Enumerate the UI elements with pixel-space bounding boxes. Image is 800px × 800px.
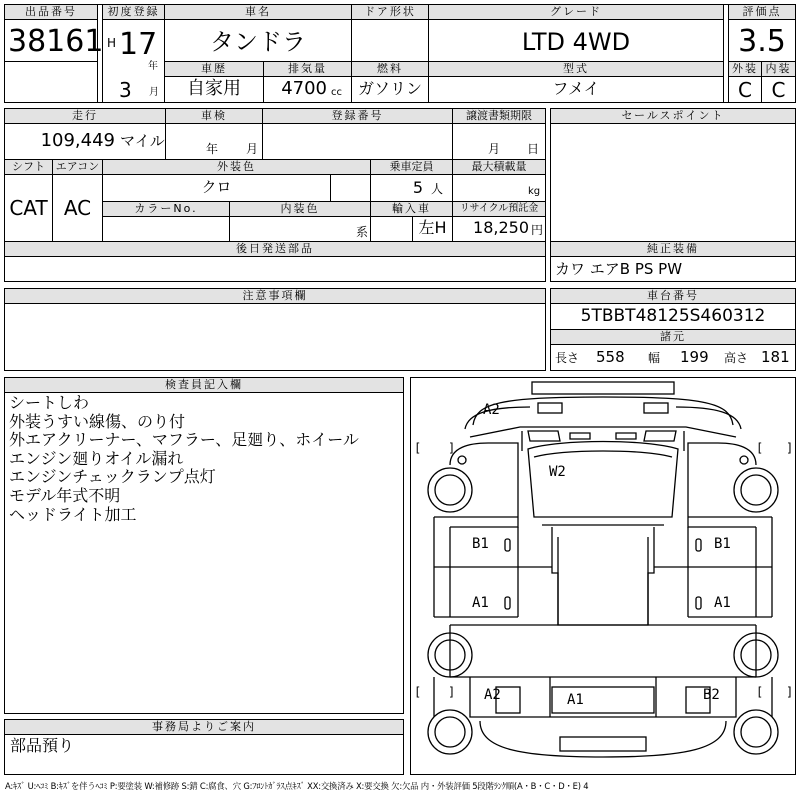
inspector-header: 検査員記入欄 [5, 378, 403, 392]
front-bumper-outline [532, 382, 674, 394]
inspection-header: 車検 [166, 109, 262, 123]
sales-point-header: セールスポイント [551, 109, 795, 123]
bracket-open: [ [756, 685, 764, 699]
height-value: 181 [761, 348, 790, 366]
reg-no-header: 登録番号 [263, 109, 452, 123]
seats-unit: 人 [431, 182, 444, 196]
int-grade-header: 内装 [762, 62, 795, 76]
car-name-header: 車名 [165, 5, 351, 19]
inspector-note: 外エアクリーナー、マフラー、足廻り、ホイール [9, 430, 359, 450]
genuine-equipment: カワ エアB PS PW [555, 260, 683, 278]
lot-number-header: 出品番号 [5, 5, 97, 19]
length-value: 558 [596, 348, 625, 366]
damage-code-right-rear: B2 [703, 687, 720, 703]
load-header: 最大積載量 [453, 160, 545, 174]
fuel-header: 燃料 [352, 62, 428, 76]
damage-code-front: A2 [483, 402, 500, 418]
year-unit: 年 [148, 61, 158, 72]
door-header: ドア形状 [352, 5, 428, 19]
front-hood-outline [473, 397, 733, 425]
import-header: 輸入車 [371, 202, 452, 216]
specs-header: 諸元 [551, 330, 795, 344]
color-no-header: カラーNo. [103, 202, 229, 216]
displacement-header: 排気量 [264, 62, 351, 76]
reg-month: 3 [119, 78, 132, 102]
int-grade: C [771, 78, 786, 102]
seats: 5 [412, 178, 423, 197]
score-header: 評価点 [729, 5, 795, 19]
displacement: 4700 [281, 78, 327, 99]
width-value: 199 [680, 348, 709, 366]
history-header: 車歴 [165, 62, 263, 76]
width-label: 幅 [648, 351, 661, 365]
roof-outline [552, 527, 654, 625]
inspection-year-unit: 年 [206, 142, 219, 156]
score: 3.5 [738, 24, 786, 59]
int-color-unit: 系 [356, 225, 369, 239]
bracket-close: ] [448, 685, 456, 699]
height-label: 高さ [724, 351, 749, 365]
ext-grade-header: 外装 [729, 62, 761, 76]
inspection-month-unit: 月 [246, 142, 259, 156]
lot-number: 38161 [8, 24, 104, 59]
fuel: ガソリン [357, 79, 422, 98]
first-reg-header: 初度登録 [103, 5, 164, 19]
mileage-header: 走行 [5, 109, 165, 123]
grille-outline [538, 403, 562, 413]
import-value: 左H [418, 218, 447, 237]
car-diagram [410, 377, 796, 775]
inspector-note: シートしわ [9, 393, 90, 412]
damage-code-left-front-door: B1 [472, 536, 489, 552]
transfer-day-unit: 日 [527, 142, 540, 156]
mileage: 109,449 [40, 130, 115, 151]
bracket-open: [ [414, 441, 422, 455]
caution-header: 注意事項欄 [5, 289, 545, 303]
model: フメイ [552, 79, 600, 98]
car-name: タンドラ [210, 28, 306, 56]
office-note: 部品預り [10, 736, 75, 755]
inspector-note: 外装うすい線傷、のり付 [9, 411, 186, 431]
transfer-month-unit: 月 [488, 142, 501, 156]
damage-code-right-rear-door: A1 [714, 595, 731, 611]
grade-header: グレード [429, 5, 723, 19]
later-parts-header: 後日発送部品 [5, 242, 545, 256]
bracket-close: ] [786, 441, 794, 455]
inspector-note: ヘッドライト加工 [9, 504, 137, 524]
sales-point-box [550, 108, 796, 242]
damage-code-rear: A1 [567, 692, 584, 708]
inspector-note: モデル年式不明 [9, 486, 121, 505]
chassis-header: 車台番号 [551, 289, 795, 303]
transfer-header: 譲渡書類期限 [453, 109, 545, 123]
era: H [107, 36, 117, 50]
office-header: 事務局よりご案内 [5, 720, 403, 734]
reg-year: 17 [119, 27, 158, 62]
shift: CAT [9, 196, 48, 220]
ext-color: クロ [201, 178, 232, 196]
chassis-number: 5TBBT48125S460312 [580, 306, 766, 326]
recycle-header: リサイクル預託金 [453, 202, 545, 216]
int-color-header: 内装色 [230, 202, 370, 216]
month-unit: 月 [149, 87, 159, 98]
bracket-open: [ [414, 685, 422, 699]
length-label: 長さ [555, 351, 580, 365]
model-header: 型式 [429, 62, 723, 76]
damage-code-windshield: W2 [549, 464, 566, 480]
recycle-unit: 円 [531, 223, 544, 237]
recycle: 18,250 [473, 218, 529, 237]
ac-header: エアコン [53, 160, 102, 174]
bracket-close: ] [786, 685, 794, 699]
mileage-unit: マイル [120, 132, 165, 150]
shift-header: シフト [5, 160, 52, 174]
genuine-header: 純正装備 [551, 242, 795, 256]
rear-bumper-outline [560, 737, 646, 751]
displacement-unit: cc [331, 87, 342, 98]
history: 自家用 [187, 78, 241, 99]
damage-code-right-front-door: B1 [714, 536, 731, 552]
seats-header: 乗車定員 [371, 160, 452, 174]
bracket-open: [ [756, 441, 764, 455]
damage-code-left-rear-door: A1 [472, 595, 489, 611]
damage-legend: A:ｷｽﾞ U:ﾍｺﾐ B:ｷｽﾞを伴うﾍｺﾐ P:要塗装 W:補修跡 S:錆 C:腐食、穴 G:ﾌﾛﾝﾄｶﾞﾗｽ点ｷｽﾞ XX:交換済み X:要交換 欠:欠品 内・外装評価 5段階ﾗﾝｸ順(A・B・C・D・E) 4 [5, 781, 589, 791]
inspector-note: エンジンチェックランプ点灯 [9, 467, 216, 487]
load-unit: kg [528, 186, 541, 197]
inspector-note: エンジン廻りオイル漏れ [9, 448, 184, 468]
grade: LTD 4WD [521, 28, 631, 56]
damage-code-left-rear: A2 [484, 687, 501, 703]
bracket-close: ] [448, 441, 456, 455]
ext-grade: C [738, 78, 752, 102]
ext-color-header: 外装色 [103, 160, 370, 174]
ac: AC [63, 196, 92, 220]
